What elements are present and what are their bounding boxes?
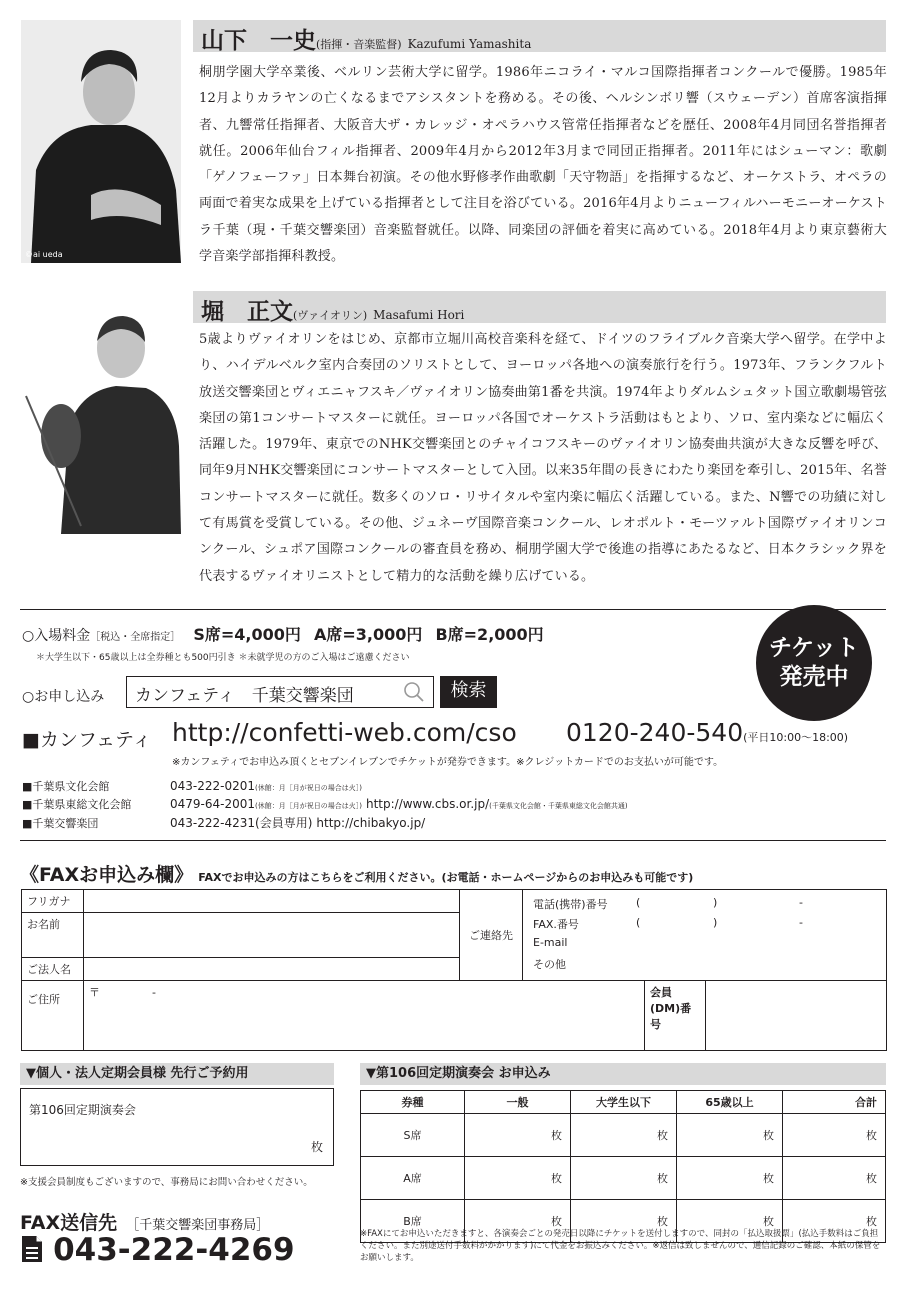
search-box[interactable] bbox=[126, 676, 434, 708]
photo-credit: ©ai ueda bbox=[25, 250, 63, 259]
ticket-price-row bbox=[22, 622, 544, 645]
corp-name-field[interactable] bbox=[84, 958, 460, 981]
venue-row: ■千葉県東総文化会館 0479-64-2001(休館：月［月が祝日の場合は火］) http://www.cbs.or.jp/(千葉県文化会館・千葉県東総文化会館共通) bbox=[22, 797, 628, 811]
name-field[interactable] bbox=[84, 913, 460, 958]
confetti-hours: (平日10:00～18:00) bbox=[743, 731, 849, 744]
orchestra-url[interactable]: http://chibakyo.jp/ bbox=[316, 816, 426, 830]
address-label: ご住所 bbox=[22, 981, 84, 1051]
member-concert: 第106回定期演奏会 bbox=[29, 1103, 136, 1117]
qty-cell[interactable]: 枚 bbox=[571, 1200, 677, 1243]
violinist-name-bar bbox=[193, 291, 886, 323]
confetti-phone: 0120-240-540 bbox=[566, 718, 744, 747]
conductor-photo bbox=[21, 20, 181, 263]
qty-cell[interactable]: 枚 bbox=[677, 1114, 783, 1157]
venue-row: ■千葉県文化会館 043-222-0201(休館：月［月が祝日の場合は火］) bbox=[22, 779, 362, 793]
member-header: ▼個人・法人定期会員様 先行ご予約用 bbox=[20, 1063, 334, 1085]
seat-label: A席 bbox=[361, 1157, 465, 1200]
badge-line1: チケット bbox=[769, 635, 859, 661]
fax-form-title-row bbox=[20, 860, 693, 887]
conductor-name: 山下 一史 bbox=[201, 27, 316, 54]
furigana-field[interactable] bbox=[84, 890, 460, 913]
violinist-role: (ヴァイオリン) bbox=[293, 309, 368, 322]
ticket-label-note: ［税込・全席指定］ bbox=[90, 632, 181, 643]
fax-number-row bbox=[20, 1232, 295, 1268]
divider bbox=[20, 840, 886, 841]
apply-label: ○お申し込み bbox=[22, 689, 105, 705]
qty-cell[interactable]: 枚 bbox=[465, 1200, 571, 1243]
contact-label: ご連絡先 bbox=[460, 890, 523, 981]
conductor-bio: 桐朋学園大学卒業後、ベルリン芸術大学に留学。1986年ニコライ・マルコ国際指揮者コンクールで優勝。1985年12月よりカラヤンの亡くなるまでアシスタントを務める。その後、ヘルシンボリ響（スウェーデン）首席客演指揮者、九響常任指揮者、大阪音大ザ・カレッジ・オペラハウス管常任指揮者などを歴任、2008年4月同団名誉指揮者就任。2006年仙台フィル指揮者、2009年4月から2012年3月まで同団正指揮者。2011年にはシューマン：歌劇「ゲノフェーファ」日本舞台初演。その他水野修孝作曲歌劇「天守物語」を指揮するなど、オーケストラ、オペラの両面で着実な成果を上げている指揮者として注目を浴びている。2016年4月よりニューフィルハーモニーオーケストラ千葉（現・千葉交響楽団）音楽監督就任。以降、同楽団の評価を着実に高めている。2018年4月より東京藝術大学音楽学部指揮科教授。 bbox=[199, 65, 887, 265]
fax-form-subtitle: FAXでお申込みの方はこちらをご利用ください。(お電話・ホームページからのお申込みも可能です) bbox=[198, 871, 694, 884]
furigana-label: フリガナ bbox=[22, 890, 84, 913]
address-field[interactable]: 〒 - bbox=[84, 981, 645, 1051]
qty-cell[interactable]: 枚 bbox=[677, 1200, 783, 1243]
venue-url[interactable]: http://www.cbs.or.jp/ bbox=[365, 797, 490, 811]
member-no-label: 会員(DM)番号 bbox=[645, 981, 706, 1051]
fax-send-label: FAX送信先 bbox=[20, 1212, 118, 1234]
confetti-phone-row bbox=[566, 718, 848, 747]
order-header: ▼第106回定期演奏会 お申込み bbox=[360, 1063, 886, 1085]
qty-cell[interactable]: 枚 bbox=[465, 1157, 571, 1200]
member-no-field[interactable] bbox=[706, 981, 887, 1051]
col-header: 合計 bbox=[783, 1091, 886, 1114]
fax-send-row bbox=[20, 1208, 269, 1235]
qty-cell[interactable]: 枚 bbox=[783, 1200, 886, 1243]
col-header: 65歳以上 bbox=[677, 1091, 783, 1114]
fax-send-dest: ［千葉交響楽団事務局］ bbox=[126, 1218, 270, 1233]
fax-document-icon bbox=[20, 1235, 44, 1263]
fax-form-table bbox=[21, 889, 887, 1051]
badge-line2: 発売中 bbox=[779, 664, 849, 690]
venue-row: ■千葉交響楽団 043-222-4231(会員専用) http://chibakyo.jp/ bbox=[22, 816, 426, 830]
fax-number: 043-222-4269 bbox=[53, 1232, 295, 1268]
table-row bbox=[361, 1114, 886, 1157]
search-icon bbox=[403, 681, 425, 703]
violinist-bio: 5歳よりヴァイオリンをはじめ、京都市立堀川高校音楽科を経て、ドイツのフライブルク音楽大学へ留学。在学中より、ハイデルベルク室内合奏団のソリストとして、ヨーロッパ各地への演奏旅行を行う。1973年、フランクフルト放送交響楽団とヴィエニャフスキ／ヴァイオリン協奏曲第1番を共演。1974年よりダルムシュタット国立歌劇場管弦楽団の第1コンサートマスターに就任。ヨーロッパ各国でオーケストラ活動はもとより、ソロ、室内楽などに幅広く活躍した。1979年、東京でのNHK交響楽団とのチャイコフスキーのヴァイオリン協奏曲共演が大きな反響を呼び、同年9月NHK交響楽団にコンサートマスターとして入団。以来35年間の長きにわたり楽団を牽引し、2015年、名誉コンサートマスターに就任。数多くのソロ・リサイタルや室内楽に幅広く活躍している。また、N響での功績に対して有馬賞を受賞している。その他、ジュネーヴ国際音楽コンクール、レオポルト・モーツァルト国際ヴァイオリンコンクール、シュポア国際コンクールの審査員を務め、桐朋学園大学で後進の指導にあたるなど、日本クラシック界を代表するヴァイオリニストとして精力的な活動を繰り広げている。 bbox=[199, 332, 888, 584]
qty-cell[interactable]: 枚 bbox=[677, 1157, 783, 1200]
conductor-latin-name: Kazufumi Yamashita bbox=[407, 37, 532, 51]
confetti-label: ■カンフェティ bbox=[22, 729, 152, 751]
order-table bbox=[360, 1090, 886, 1243]
qty-cell[interactable]: 枚 bbox=[571, 1157, 677, 1200]
divider bbox=[20, 609, 886, 610]
price-a: A席=3,000円 bbox=[313, 625, 423, 644]
conductor-name-bar bbox=[193, 20, 886, 52]
search-button[interactable]: 検索 bbox=[440, 676, 497, 708]
violinist-photo bbox=[21, 296, 181, 534]
contact-fields[interactable]: 電話(携帯)番号 ( ) - FAX.番号 ( ) - E-mail その他 bbox=[523, 890, 887, 981]
col-header: 一般 bbox=[465, 1091, 571, 1114]
qty-cell[interactable]: 枚 bbox=[783, 1114, 886, 1157]
member-note: ※支援会員制度もございますので、事務局にお問い合わせください。 bbox=[20, 1177, 313, 1188]
ticket-label: ○入場料金 bbox=[22, 628, 91, 644]
name-label: お名前 bbox=[22, 913, 84, 958]
search-text: カンフェティ 千葉交響楽団 bbox=[135, 686, 354, 706]
qty-cell[interactable]: 枚 bbox=[783, 1157, 886, 1200]
ticket-note: ＊大学生以下・65歳以上は全券種とも500円引き ＊未就学児の方のご入場はご遠慮ください bbox=[36, 653, 410, 663]
qty-cell[interactable]: 枚 bbox=[465, 1114, 571, 1157]
violinist-latin-name: Masafumi Hori bbox=[373, 308, 465, 322]
on-sale-badge bbox=[756, 605, 872, 721]
qty-cell[interactable]: 枚 bbox=[571, 1114, 677, 1157]
member-unit: 枚 bbox=[310, 1140, 323, 1154]
seat-label: B席 bbox=[361, 1200, 465, 1243]
fax-form-title: 《FAXお申込み欄》 bbox=[20, 864, 194, 886]
col-header: 大学生以下 bbox=[571, 1091, 677, 1114]
conductor-role: (指揮・音楽監督) bbox=[316, 38, 402, 51]
price-s: S席=4,000円 bbox=[193, 625, 301, 644]
col-header: 券種 bbox=[361, 1091, 465, 1114]
confetti-note: ※カンフェティでお申込み頂くとセブンイレブンでチケットが発券できます。※クレジットカードでのお支払いが可能です。 bbox=[172, 757, 724, 768]
table-row bbox=[361, 1157, 886, 1200]
price-b: B席=2,000円 bbox=[435, 625, 544, 644]
violinist-name: 堀 正文 bbox=[201, 298, 293, 325]
seat-label: S席 bbox=[361, 1114, 465, 1157]
order-notes: ※FAXにてお申込いただきますと、各演奏会ごとの発売日以降にチケットを送付しますので、同封の「払込取扱票」(払込手数料はご負担ください。また別途送付手数料がかかります)にて代金をお振込みください。※返信は致しませんので、通信記録のご確認、本紙の保管をお願いします。 bbox=[360, 1229, 881, 1263]
corp-name-label: ご法人名 bbox=[22, 958, 84, 981]
member-box[interactable] bbox=[20, 1088, 334, 1166]
confetti-url[interactable]: http://confetti-web.com/cso bbox=[172, 718, 517, 747]
